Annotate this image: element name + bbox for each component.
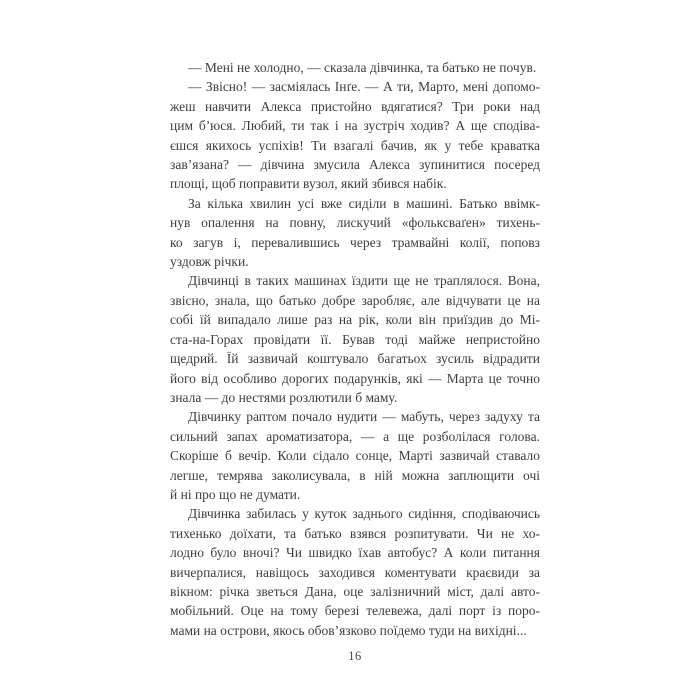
text-line: Дівчинці в таких машинах їздити ще не траплялося. Вона, — [188, 273, 540, 289]
text-line: сильний запах ароматизатора, — а ще розболілася голова. — [170, 428, 540, 444]
text-line: цим б’юся. Любий, ти так і на зустріч ходив? А ще сподіва- — [170, 118, 540, 134]
text-line: жеш навчити Алекса пристойно вдягатися? Три роки над — [170, 98, 540, 114]
text-line: мами на острови, якось обов’язково поїдемо туди на вихідні... — [170, 622, 527, 638]
text-line: нув опалення на повну, лискучий «фольксваґен» тихень- — [170, 215, 540, 231]
text-line: його від особливо дорогих подарунків, які — Марта це точно — [170, 370, 540, 386]
text-line: Дівчинку раптом почало нудити — мабуть, через задуху та — [188, 409, 540, 425]
text-line: й ні про що не думати. — [170, 486, 301, 502]
page-number: 16 — [348, 649, 362, 663]
text-line: ста-на-Горах провідати її. Бував тоді майже непристойно — [170, 331, 540, 347]
text-line: щедрий. Їй зазвичай коштувало багатьох зусиль відрадити — [170, 351, 540, 367]
paragraph — [170, 504, 540, 640]
text-line: вичерпалися, навіщось заходився коментувати краєвиди за — [170, 564, 540, 580]
paragraph — [170, 271, 540, 407]
text-line: Скоріше б вечір. Коли сідало сонце, Марті зазвичай ставало — [170, 448, 540, 464]
text-line: легше, темрява заколисувала, в ній можна заплющити очі — [170, 467, 540, 483]
text-line: уздовж річки. — [170, 254, 249, 270]
text-line: зав’язана? — дівчина змусила Алекса зупинитися посеред — [170, 157, 540, 173]
page-text — [170, 58, 540, 640]
paragraph — [170, 194, 540, 272]
paragraph — [170, 77, 540, 193]
text-line: єшся якихось успіхів! Ти взагалі бачив, як у тебе краватка — [170, 137, 540, 153]
text-line: звісно, знала, що батько добре заробляє, але відчувати це на — [170, 292, 540, 308]
text-line: — Звісно! — засміялась Інґе. — А ти, Марто, мені допомо- — [188, 79, 540, 95]
text-line: За кілька хвилин усі вже сиділи в машині. Батько ввімк- — [188, 195, 540, 211]
text-line: собі їй випадало лише раз на рік, коли він приїздив до Мі- — [170, 312, 540, 328]
text-line: лодно було вночі? Чи швидко їхав автобус? А коли питання — [170, 545, 540, 561]
text-line: вікном: річка зветься Дана, оце залізничний міст, далі авто- — [170, 583, 540, 599]
text-line: площі, щоб поправити вузол, який збився набік. — [170, 176, 447, 192]
text-line: — Мені не холодно, — сказала дівчинка, та батько не почув. — [188, 60, 537, 75]
paragraph — [170, 58, 540, 77]
text-line: тихенько доїхати, та батько взявся розпитувати. Чи не хо- — [170, 525, 540, 541]
text-line: ко загув і, перевалившись через трамвайні колії, поповз — [170, 234, 540, 250]
paragraph — [170, 407, 540, 504]
text-line: мобільний. Оце на тому березі телевежа, далі порт із поро- — [170, 603, 540, 619]
text-line: знала — до нестями розлютили б маму. — [170, 389, 398, 405]
text-line: Дівчинка забилась у куток заднього сидіння, сподіваючись — [188, 506, 540, 522]
